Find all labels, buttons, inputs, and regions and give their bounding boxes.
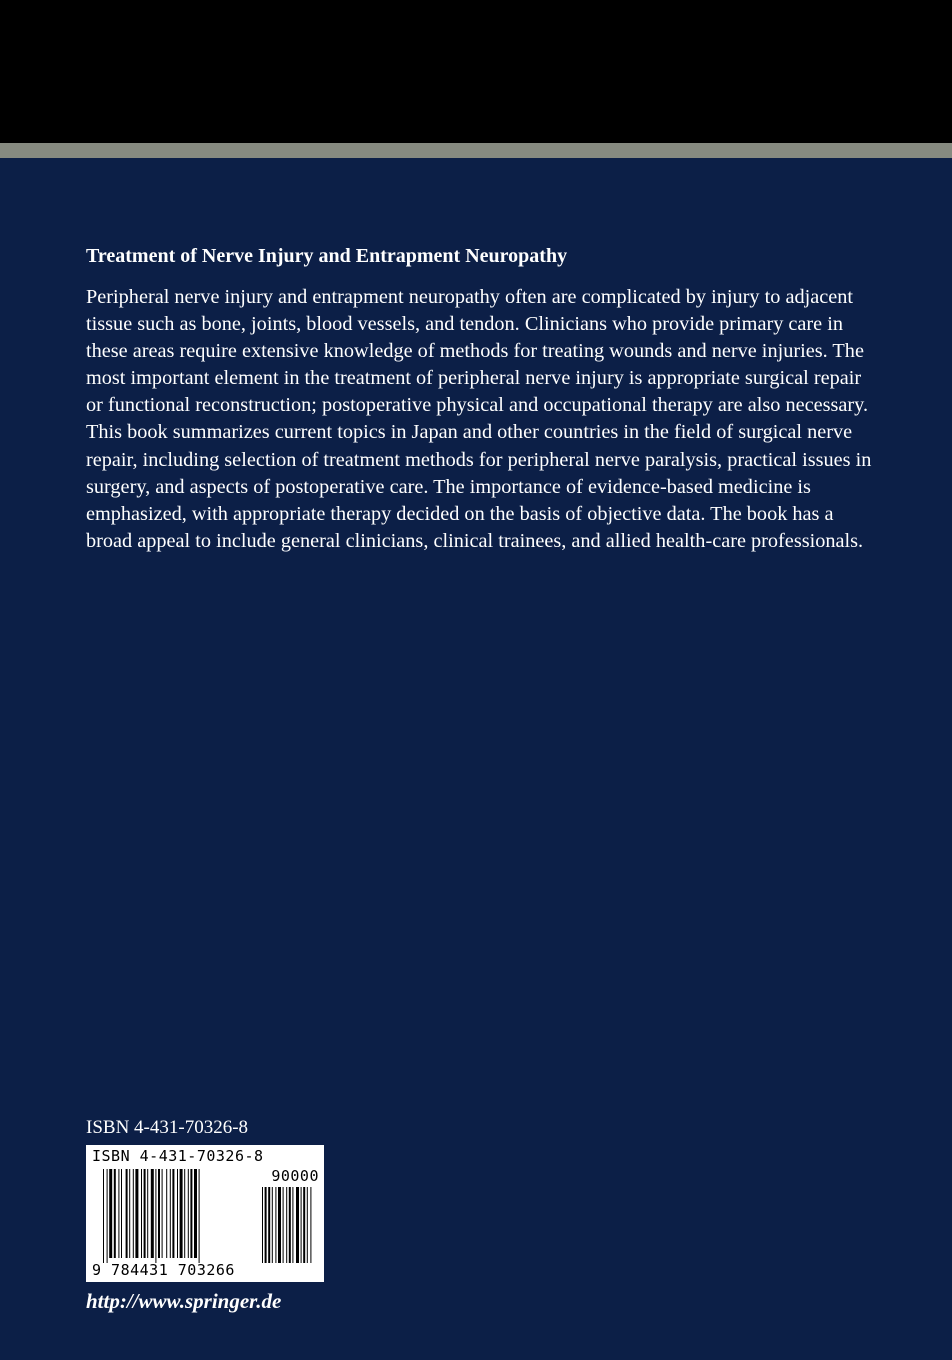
barcode-bar [190, 1169, 192, 1258]
barcode-bar [162, 1169, 163, 1258]
barcode-bar [158, 1169, 160, 1258]
barcode-bar [135, 1169, 138, 1258]
barcode-ean-digits: 9 784431 703266 [92, 1261, 235, 1279]
barcode-isbn-label: ISBN 4-431-70326-8 [92, 1147, 264, 1165]
book-title: Treatment of Nerve Injury and Entrapment Neuropathy [86, 245, 568, 267]
barcode-bar [172, 1169, 174, 1258]
barcode-addon-bar [283, 1187, 284, 1263]
barcode-addon-digits: 90000 [271, 1167, 319, 1185]
barcode-addon-bar [310, 1187, 311, 1263]
barcode-bar [144, 1169, 146, 1258]
barcode-bar [199, 1169, 200, 1263]
barcode-bar [133, 1169, 134, 1258]
barcode-bar [194, 1169, 197, 1258]
barcode [86, 1145, 324, 1282]
book-description: Peripheral nerve injury and entrapment neuropathy often are complicated by injury to adjacent tissue such as bone, joints, blood vessels, and tendon. Clinicians who provide primary care in these areas require extensive knowledge of methods for treating wounds and nerve injuries. The most important element in the treatment of peripheral nerve injury is appropriate surgical repair or functional reconstruction; postoperative physical and occupational therapy are also necessary. This book summarizes current topics in Japan and other countries in the field of surgical nerve repair, including selection of treatment methods for peripheral nerve paralysis, practical issues in surgery, and aspects of postoperative care. The importance of evidence-based medicine is emphasized, with appropriate therapy decided on the basis of objective data. The book has a broad appeal to include general clinicians, clinical trainees, and allied health-care professionals. [86, 286, 872, 552]
barcode-addon-bar [268, 1187, 270, 1263]
barcode-bar [188, 1169, 189, 1258]
barcode-bar [180, 1169, 183, 1258]
barcode-bar [170, 1169, 171, 1258]
barcode-addon-bar [301, 1187, 302, 1263]
barcode-addon-bar [286, 1187, 287, 1263]
barcode-bar [147, 1169, 148, 1258]
barcode-addon-bar [292, 1187, 293, 1263]
gray-divider-strip [0, 143, 952, 158]
barcode-bar [184, 1169, 185, 1258]
barcode-bar [151, 1169, 154, 1258]
barcode-addon-bar [275, 1187, 276, 1263]
barcode-bar [166, 1169, 167, 1258]
barcode-addon-bar [265, 1187, 267, 1263]
barcode-addon-bar [278, 1187, 281, 1263]
barcode-addon-bar [272, 1187, 273, 1263]
barcode-addon-bar [289, 1187, 291, 1263]
barcode-addon-bar [296, 1187, 299, 1263]
top-black-band [0, 0, 952, 143]
publisher-url: http://www.springer.de [86, 1289, 282, 1313]
barcode-bar [155, 1169, 156, 1263]
barcode-bar [121, 1169, 122, 1258]
barcode-bar [114, 1169, 116, 1258]
barcode-bar [103, 1169, 104, 1263]
barcode-bar [118, 1169, 119, 1258]
barcode-bar [126, 1169, 128, 1258]
barcode-bar [107, 1169, 108, 1263]
barcode-addon-bar [262, 1187, 263, 1263]
barcode-bar [109, 1169, 112, 1258]
barcode-bar [177, 1169, 178, 1258]
isbn-text: ISBN 4-431-70326-8 [86, 1117, 249, 1138]
barcode-addon-bar [303, 1187, 305, 1263]
barcode-bar [141, 1169, 142, 1258]
barcode-addon-bar [307, 1187, 308, 1263]
barcode-bar [129, 1169, 130, 1258]
